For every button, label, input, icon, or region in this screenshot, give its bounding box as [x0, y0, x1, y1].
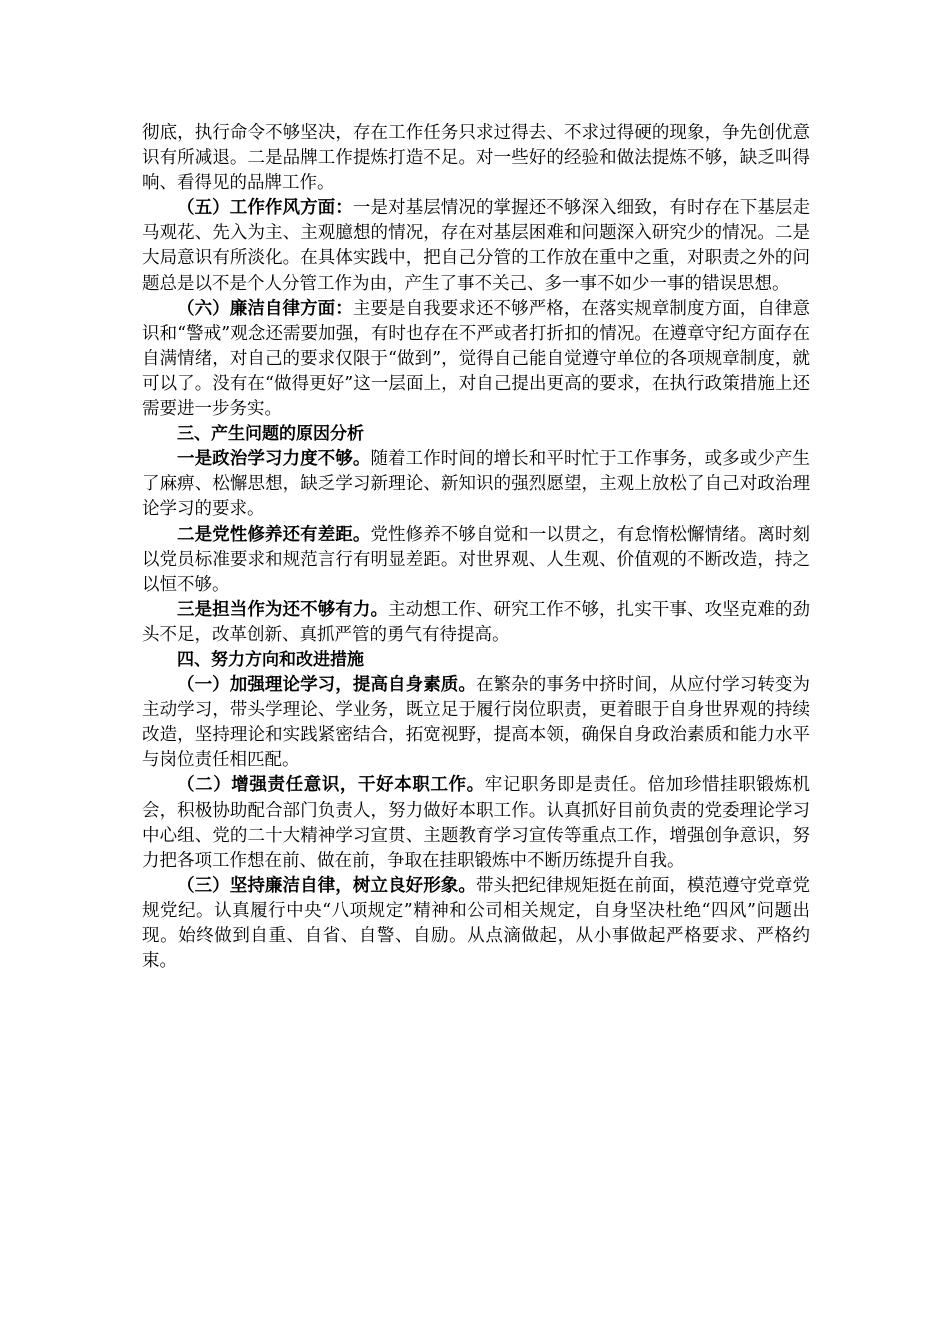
paragraph-cause-3 [142, 598, 810, 648]
paragraph-measure-2 [142, 773, 810, 873]
paragraph-text: 在繁杂的事务中挤时间，从应付学习转变为主动学习，带头学理论、学业务，既立足于履行岗位职责，更着眼于自身世界观的持续改造，坚持理论和实践紧密结合，拓宽视野，提高本领，确保自身政治素质和能力水平与岗位责任相匹配。 [142, 675, 811, 771]
paragraph-text: 牢记职务即是责任。倍加珍惜挂职锻炼机会，积极协助配合部门负责人，努力做好本职工作。认真抓好目前负责的党委理论学习中心组、党的二十大精神学习宣贯、主题教育学习宣传等重点工作，增强创争意识，努力把各项工作想在前、做在前，争取在挂职锻炼中不断历练提升自我。 [142, 775, 810, 871]
paragraph-cause-1 [142, 447, 810, 522]
section-heading-measures: 四、努力方向和改进措施 [177, 649, 364, 670]
paragraph-text: 随着工作时间的增长和平时忙于工作事务，或多或少产生了麻痹、松懈思想，缺乏学习新理论、新知识的强烈愿望，主观上放松了自己对政治理论学习的要求。 [142, 449, 811, 520]
paragraph-lead: 二是党性修养还有差距。 [177, 524, 371, 545]
paragraph-continuation [142, 121, 810, 196]
paragraph-lead: （五）工作作风方面： [177, 198, 353, 219]
paragraph-lead: （一）加强理论学习，提高自身素质。 [177, 675, 476, 696]
paragraph-lead: （三）坚持廉洁自律，树立良好形象。 [177, 875, 476, 896]
paragraph-text: 主要是自我要求还不够严格，在落实规章制度方面，自律意识和“警戒”观念还需要加强，有时也存在不严或者打折扣的情况。在遵章守纪方面存在自满情绪，对自己的要求仅限于“做到”，觉得自己能自觉遵守单位的各项规章制度，就可以了。没有在“做得更好”这一层面上，对自己提出更高的要求，在执行政策措施上还需要进一步务实。 [142, 298, 811, 420]
paragraph-lead: （二）增强责任意识，干好本职工作。 [177, 775, 485, 796]
paragraph-text: 彻底，执行命令不够坚决，存在工作任务只求过得去、不求过得硬的现象，争先创优意识有所减退。二是品牌工作提炼打造不足。对一些好的经验和做法提炼不够，缺乏叫得响、看得见的品牌工作。 [142, 123, 810, 194]
paragraph-lead: 三是担当作为还不够有力。 [177, 599, 389, 620]
paragraph-text: 党性修养不够自觉和一以贯之，有怠惰松懈情绪。离时刻以党员标准要求和规范言行有明显差距。对世界观、人生观、价值观的不断改造，持之以恒不够。 [142, 524, 811, 595]
paragraph-work-style [142, 196, 810, 296]
paragraph-text: 一是对基层情况的掌握还不够深入细致，有时存在下基层走马观花、先入为主、主观臆想的情况，存在对基层困难和问题深入研究少的情况。二是大局意识有所淡化。在具体实践中，把自己分管的工作放在重中之重，对职责之外的问题总是以不是个人分管工作为由，产生了事不关己、多一事不如少一事的错误思想。 [142, 198, 811, 294]
paragraph-integrity [142, 297, 810, 422]
paragraph-text: 主动想工作、研究工作不够，扎实干事、攻坚克难的劲头不足，改革创新、真抓严管的勇气有待提高。 [142, 599, 811, 645]
paragraph-lead: 一是政治学习力度不够。 [177, 449, 371, 470]
paragraph-lead: （六）廉洁自律方面： [177, 298, 353, 319]
paragraph-cause-2 [142, 523, 810, 598]
section-heading-causes: 三、产生问题的原因分析 [177, 424, 364, 445]
paragraph-text: 带头把纪律规矩挺在前面，模范遵守党章党规党纪。认真履行中央“八项规定”精神和公司相关规定，自身坚决杜绝“四风”问题出现。始终做到自重、自省、自警、自励。从点滴做起，从小事做起严格要求、严格约束。 [142, 875, 811, 972]
paragraph-measure-3 [142, 874, 810, 974]
paragraph-measure-1 [142, 673, 810, 773]
